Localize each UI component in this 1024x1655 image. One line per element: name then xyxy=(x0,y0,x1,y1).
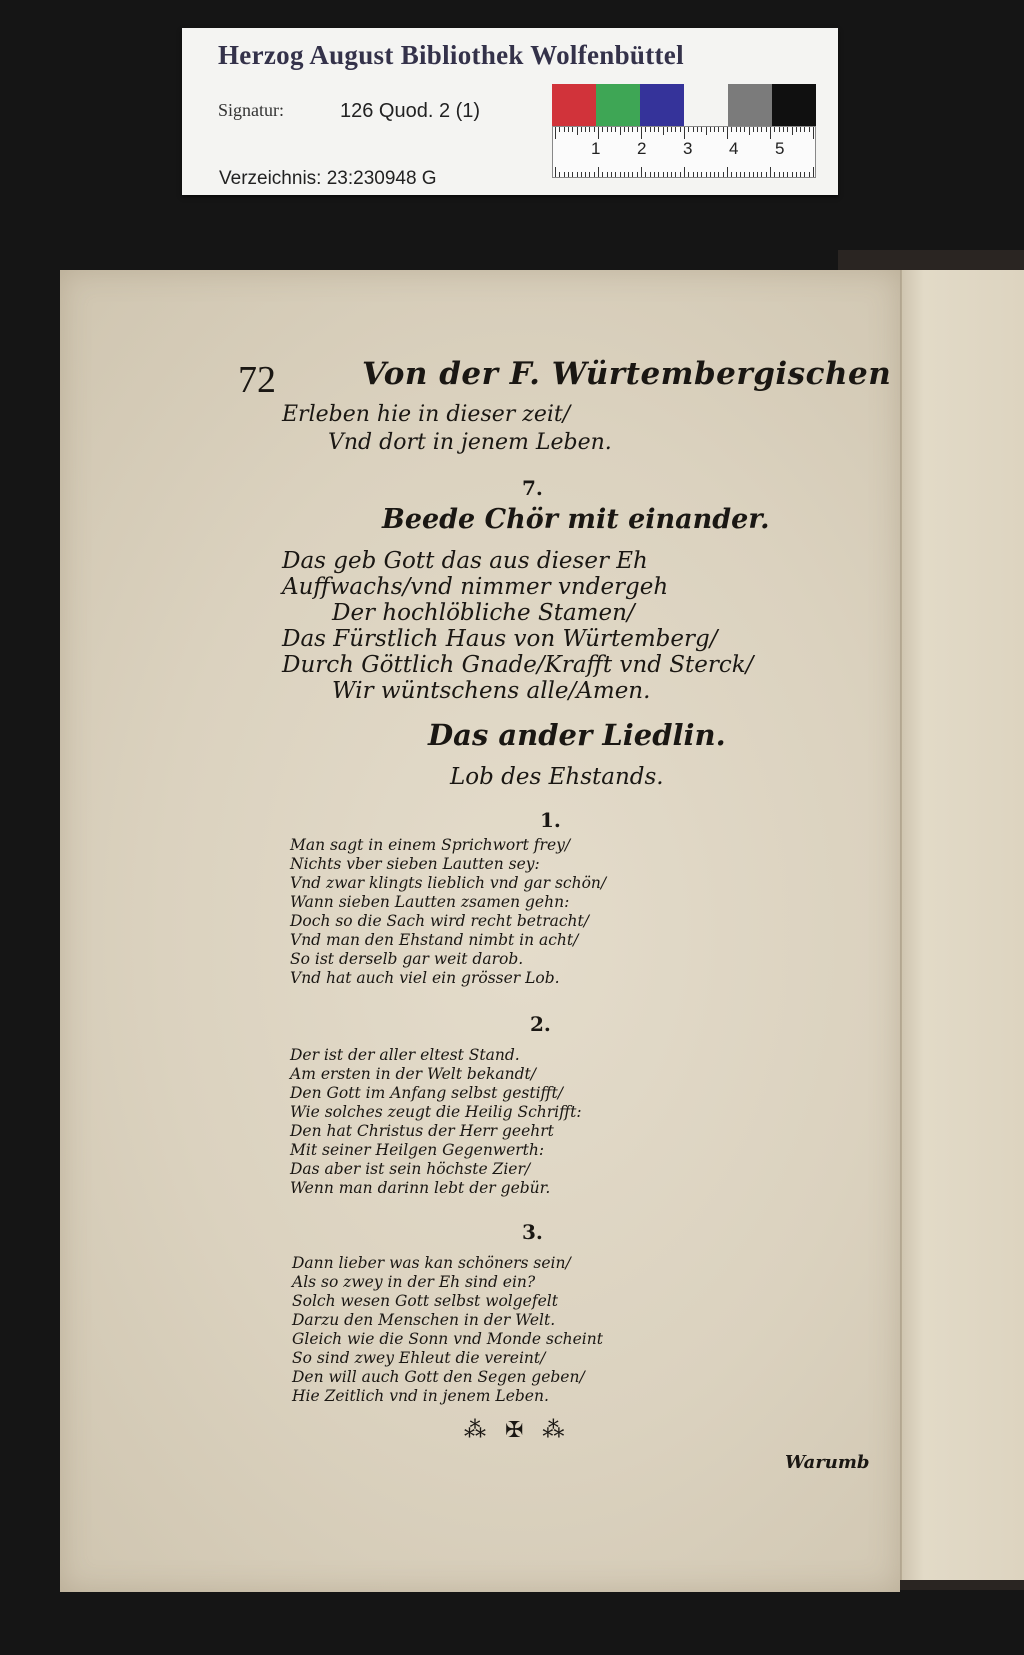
ruler-tick xyxy=(680,172,681,177)
stanza-line: Wie solches zeugt die Heilig Schrifft: xyxy=(290,1103,582,1121)
ruler-tick xyxy=(706,172,707,177)
ruler-tick xyxy=(804,127,805,132)
ruler-tick xyxy=(792,172,793,177)
ruler-tick xyxy=(761,127,762,132)
ruler-tick xyxy=(598,127,599,139)
ruler-tick xyxy=(658,172,659,177)
ruler-tick xyxy=(783,127,784,132)
ruler-tick xyxy=(761,172,762,177)
ruler-tick xyxy=(744,127,745,132)
ruler-tick xyxy=(671,172,672,177)
ruler-tick xyxy=(667,172,668,177)
ruler-tick xyxy=(804,172,805,177)
ruler-tick xyxy=(607,127,608,132)
stanza-number: 2. xyxy=(530,1012,551,1036)
ruler-tick xyxy=(641,127,642,139)
ruler-tick xyxy=(701,127,702,132)
printer-ornament: ⁂ ✠ ⁂ xyxy=(464,1418,571,1443)
stanza-line: Nichts vber sieben Lautten sey: xyxy=(290,855,540,873)
ruler-tick xyxy=(774,127,775,132)
stanza-line: So sind zwey Ehleut die vereint/ xyxy=(292,1349,546,1367)
stanza-line: Den hat Christus der Herr geehrt xyxy=(290,1122,554,1140)
ruler-tick xyxy=(796,127,797,132)
song-title: Das ander Liedlin. xyxy=(428,718,726,752)
ruler-tick xyxy=(572,172,573,177)
stanza-line: Gleich wie die Sonn vnd Monde scheint xyxy=(292,1330,603,1348)
scale-ruler xyxy=(552,126,816,178)
color-swatch xyxy=(772,84,816,126)
ruler-tick xyxy=(671,127,672,132)
ruler-tick xyxy=(594,172,595,177)
stanza-line: Vnd zwar klingts lieblich vnd gar schön/ xyxy=(290,874,607,892)
stanza-line: Vnd man den Ehstand nimbt in acht/ xyxy=(290,931,579,949)
ruler-tick xyxy=(779,172,780,177)
ruler-tick xyxy=(624,127,625,132)
ruler-number: 3 xyxy=(683,139,693,158)
ruler-tick xyxy=(787,127,788,132)
ruler-tick xyxy=(701,172,702,177)
ruler-tick xyxy=(624,172,625,177)
ruler-tick xyxy=(688,127,689,132)
stanza-line: Solch wesen Gott selbst wolgefelt xyxy=(292,1292,558,1310)
ruler-tick xyxy=(723,172,724,177)
ruler-tick xyxy=(787,172,788,177)
ruler-tick xyxy=(589,172,590,177)
ruler-tick xyxy=(779,127,780,132)
ruler-tick xyxy=(620,172,621,177)
stanza-line: Mit seiner Heilgen Gegenwerth: xyxy=(290,1141,545,1159)
ruler-tick xyxy=(757,172,758,177)
ruler-tick xyxy=(718,127,719,132)
color-swatches xyxy=(552,84,816,126)
ruler-number: 4 xyxy=(729,139,739,158)
ruler-tick xyxy=(714,172,715,177)
ruler-tick xyxy=(693,127,694,132)
ruler-tick xyxy=(766,172,767,177)
song-subtitle: Lob des Ehstands. xyxy=(450,764,664,790)
ruler-tick xyxy=(589,127,590,132)
catchword: Warumb xyxy=(785,1452,870,1473)
ruler-tick xyxy=(564,172,565,177)
ruler-tick xyxy=(783,172,784,177)
ruler-tick xyxy=(749,172,750,177)
ruler-tick xyxy=(637,127,638,132)
verse-line: Vnd dort in jenem Leben. xyxy=(328,430,612,455)
verse-line: Erleben hie in dieser zeit/ xyxy=(282,402,571,427)
ruler-tick xyxy=(731,127,732,132)
book-page xyxy=(60,270,900,1592)
ruler-number: 2 xyxy=(637,139,647,158)
ruler-tick xyxy=(564,127,565,132)
ruler-tick xyxy=(611,127,612,132)
ruler-tick xyxy=(697,127,698,132)
verse-line: Durch Göttlich Gnade/Krafft vnd Sterck/ xyxy=(282,652,754,678)
ruler-tick xyxy=(555,167,556,177)
stanza-line: Dann lieber was kan schöners sein/ xyxy=(292,1254,571,1272)
ruler-tick xyxy=(594,127,595,132)
ruler-tick xyxy=(675,127,676,132)
stanza-line: Am ersten in der Welt bekandt/ xyxy=(290,1065,537,1083)
ruler-tick xyxy=(774,172,775,177)
ruler-tick xyxy=(568,172,569,177)
ruler-tick xyxy=(757,127,758,132)
ruler-tick xyxy=(581,127,582,132)
ruler-tick xyxy=(770,167,771,177)
ruler-number: 1 xyxy=(591,139,601,158)
page-number: 72 xyxy=(238,359,276,401)
ruler-tick xyxy=(577,127,578,135)
ruler-tick xyxy=(577,172,578,177)
stanza-line: Doch so die Sach wird recht betracht/ xyxy=(290,912,589,930)
ruler-tick xyxy=(572,127,573,132)
ruler-tick xyxy=(611,172,612,177)
ruler-number: 5 xyxy=(775,139,785,158)
ruler-tick xyxy=(727,127,728,139)
signatur-label: Signatur: xyxy=(218,100,284,120)
verzeichnis-text: Verzeichnis: 23:230948 G xyxy=(219,168,437,189)
ruler-tick xyxy=(736,127,737,132)
color-swatch xyxy=(640,84,684,126)
ruler-tick xyxy=(697,172,698,177)
verse-line: Der hochlöbliche Stamen/ xyxy=(332,600,635,626)
ruler-tick xyxy=(663,172,664,177)
verse-line: Das geb Gott das aus dieser Eh xyxy=(282,548,648,574)
ruler-tick xyxy=(736,172,737,177)
ruler-tick xyxy=(688,172,689,177)
stanza-line: Den Gott im Anfang selbst gestifft/ xyxy=(290,1084,563,1102)
ruler-tick xyxy=(650,172,651,177)
ruler-tick xyxy=(813,127,814,139)
ruler-tick xyxy=(740,127,741,132)
ruler-tick xyxy=(602,172,603,177)
ruler-tick xyxy=(598,167,599,177)
ruler-tick xyxy=(654,172,655,177)
ruler-tick xyxy=(628,172,629,177)
stanza-line: Wenn man darinn lebt der gebür. xyxy=(290,1179,551,1197)
chorus-heading: Beede Chör mit einander. xyxy=(382,504,770,535)
stanza-line: Der ist der aller eltest Stand. xyxy=(290,1046,520,1064)
ruler-tick xyxy=(663,127,664,135)
ruler-tick xyxy=(632,127,633,132)
ruler-tick xyxy=(680,127,681,132)
stanza-line: So ist derselb gar weit darob. xyxy=(290,950,524,968)
ruler-tick xyxy=(693,172,694,177)
ruler-tick xyxy=(684,127,685,139)
ruler-tick xyxy=(744,172,745,177)
stanza-number: 3. xyxy=(522,1220,543,1244)
ruler-tick xyxy=(585,172,586,177)
ruler-tick xyxy=(723,127,724,132)
ruler-tick xyxy=(675,172,676,177)
ruler-tick xyxy=(620,127,621,135)
stanza-line: Den will auch Gott den Segen geben/ xyxy=(292,1368,585,1386)
ruler-tick xyxy=(559,172,560,177)
ruler-tick xyxy=(813,167,814,177)
ruler-tick xyxy=(800,127,801,132)
running-head: Von der F. Würtembergischen xyxy=(362,356,892,392)
ruler-tick xyxy=(710,172,711,177)
ruler-tick xyxy=(753,127,754,132)
library-label xyxy=(182,28,838,195)
ruler-tick xyxy=(792,127,793,135)
ruler-tick xyxy=(607,172,608,177)
ruler-tick xyxy=(727,167,728,177)
ruler-tick xyxy=(667,127,668,132)
signatur-value: 126 Quod. 2 (1) xyxy=(340,100,481,122)
ruler-tick xyxy=(796,172,797,177)
library-name: Herzog August Bibliothek Wolfenbüttel xyxy=(218,40,684,70)
ruler-tick xyxy=(809,127,810,132)
ruler-tick xyxy=(731,172,732,177)
stanza-line: Wann sieben Lautten zsamen gehn: xyxy=(290,893,570,911)
ruler-tick xyxy=(714,127,715,132)
ruler-tick xyxy=(658,127,659,132)
verse-line: Das Fürstlich Haus von Würtemberg/ xyxy=(282,626,718,652)
verse-line: Auffwachs/vnd nimmer vndergeh xyxy=(282,574,669,600)
ruler-tick xyxy=(637,172,638,177)
ruler-tick xyxy=(585,127,586,132)
verse-line: Wir wüntschens alle/Amen. xyxy=(332,678,651,704)
ruler-tick xyxy=(718,172,719,177)
ruler-tick xyxy=(650,127,651,132)
ruler-tick xyxy=(684,167,685,177)
color-swatch xyxy=(552,84,596,126)
ruler-tick xyxy=(645,172,646,177)
stanza-line: Man sagt in einem Sprichwort frey/ xyxy=(290,836,571,854)
ruler-tick xyxy=(654,127,655,132)
ruler-tick xyxy=(615,172,616,177)
facing-page xyxy=(902,270,1024,1580)
ruler-tick xyxy=(641,167,642,177)
ruler-tick xyxy=(568,127,569,132)
ruler-tick xyxy=(800,172,801,177)
color-swatch xyxy=(684,84,728,126)
stanza-number: 1. xyxy=(540,808,561,832)
stanza-line: Vnd hat auch viel ein grösser Lob. xyxy=(290,969,560,987)
color-swatch xyxy=(728,84,772,126)
ruler-tick xyxy=(559,127,560,132)
stanza-line: Darzu den Menschen in der Welt. xyxy=(292,1311,556,1329)
ruler-tick xyxy=(809,172,810,177)
stanza-line: Als so zwey in der Eh sind ein? xyxy=(292,1273,536,1291)
ruler-tick xyxy=(710,127,711,132)
ruler-tick xyxy=(581,172,582,177)
ruler-tick xyxy=(706,127,707,135)
ruler-tick xyxy=(753,172,754,177)
color-swatch xyxy=(596,84,640,126)
ruler-tick xyxy=(555,127,556,139)
stanza-line: Hie Zeitlich vnd in jenem Leben. xyxy=(292,1387,549,1405)
ruler-tick xyxy=(766,127,767,132)
ruler-tick xyxy=(770,127,771,139)
ruler-tick xyxy=(749,127,750,135)
ruler-tick xyxy=(740,172,741,177)
ruler-tick xyxy=(632,172,633,177)
ruler-tick xyxy=(628,127,629,132)
stanza-line: Das aber ist sein höchste Zier/ xyxy=(290,1160,531,1178)
verse-number: 7. xyxy=(522,476,543,500)
ruler-tick xyxy=(645,127,646,132)
ruler-tick xyxy=(615,127,616,132)
ruler-tick xyxy=(602,127,603,132)
